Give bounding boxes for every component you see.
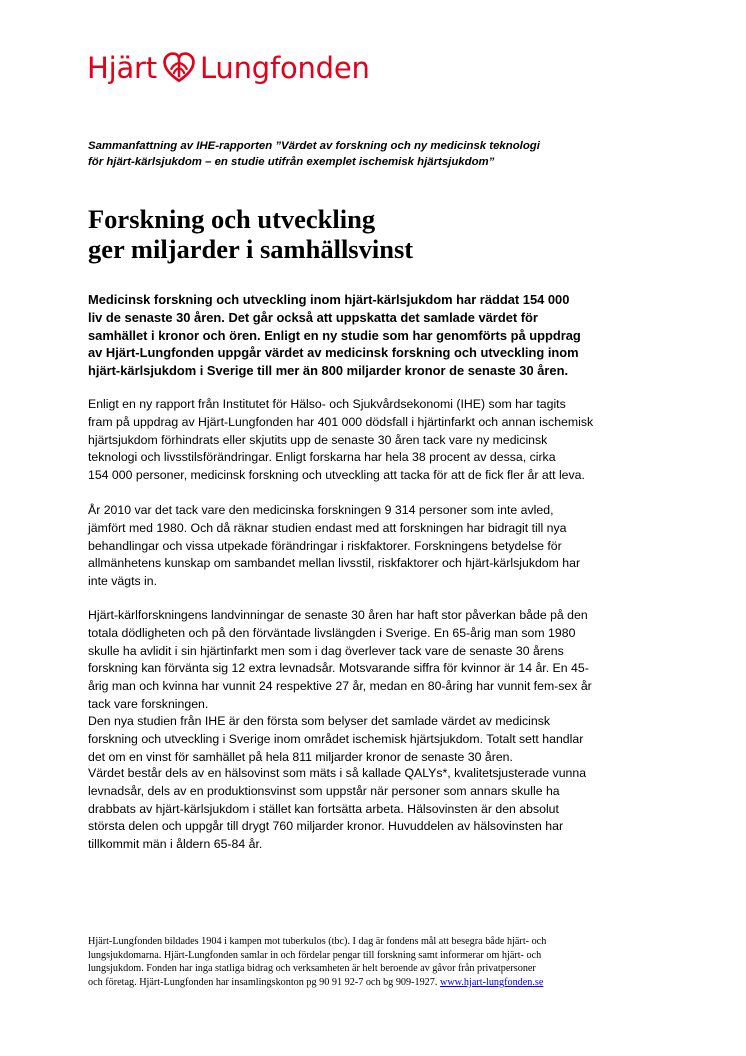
footer-line: lungsjukdom. Fonden har inga statliga bidrag och verksamheten är helt beroende av gåvor från privatpersoner [88, 963, 536, 975]
body-line: forskning och utveckling i Sverige inom området ischemisk hjärtsjukdom. Totalt sett handlar [88, 731, 584, 746]
footer-line: lungsjukdomarna. Hjärt-Lungfonden samlar in och fördelar pengar till forskning samt informerar om hjärt- och [88, 949, 542, 961]
body-paragraph-5 [88, 765, 688, 854]
body-paragraph-2 [88, 502, 688, 591]
body-line: fram på uppdrag av Hjärt-Lungfonden har 401 000 dödsfall i hjärtinfarkt och annan ischemisk [88, 414, 594, 429]
brand-name-left: Hjärt [87, 51, 157, 85]
lead-line: liv de senaste 30 åren. Det går också att uppskatta det samlade värdet för [88, 309, 538, 325]
subtitle-line: för hjärt-kärlsjukdom – en studie utifrån exemplet ischemisk hjärtsjukdom” [88, 156, 495, 168]
body-line: tillkommit män i åldern 65-84 år. [88, 837, 263, 852]
body-line: Hjärt-kärlforskningens landvinningar de senaste 30 åren har haft stor påverkan både på den [88, 608, 588, 622]
heart-lung-icon [162, 51, 196, 85]
body-line: tack vare forskningen. [88, 696, 209, 711]
headline [88, 204, 688, 264]
footer-line: Hjärt-Lungfonden bildades 1904 i kampen mot tuberkulos (tbc). I dag är fondens mål att besegra både hjärt- och [88, 936, 547, 947]
body-line: 154 000 personer, medicinsk forskning och utveckling att tacka för att de fick fler år att leva. [88, 468, 585, 483]
body-line: totala dödligheten och på den förväntade livslängden i Sverige. En 65-årig man som 1980 [88, 625, 576, 640]
body-line: skulle ha avlidit i sin hjärtinfarkt men som i dag överlever tack vare de senaste 30 årens [88, 643, 564, 658]
body-line: drabbats av hjärt-kärlsjukdom i stället kan fortsätta arbeta. Hälsovinsten är den absolut [88, 801, 559, 816]
body-line: det om en vinst för samhället på hela 811 miljarder kronor de senaste 30 åren. [88, 749, 513, 764]
body-paragraph-4 [88, 713, 688, 766]
body-line: År 2010 var det tack vare den medicinska forskningen 9 314 personer som inte avled, [88, 503, 554, 517]
footer-text [88, 935, 663, 989]
lead-line: av Hjärt-Lungfonden uppgår värdet av medicinsk forskning och utveckling inom [88, 345, 579, 361]
body-line: behandlingar och vissa utpekade förändringar i riskfaktorer. Forskningens betydelse för [88, 538, 562, 553]
body-paragraph-3 [88, 607, 688, 714]
body-line: hjärtsjukdom förhindrats eller skjutits upp de senaste 30 åren tack vare ny medicinsk [88, 432, 548, 447]
footer-line: och företag. Hjärt-Lungfonden har insamlingskonton pg 90 91 92-7 och bg 909-1927. [88, 976, 438, 988]
body-line: allmänhetens kunskap om sambandet mellan livsstil, riskfaktorer och hjärt-kärlsjukdom har [88, 556, 581, 571]
brand-logo [87, 48, 370, 88]
body-paragraph-1 [88, 396, 688, 485]
subtitle-line: Sammanfattning av IHE-rapporten ”Värdet av forskning och ny medicinsk teknologi [88, 140, 540, 152]
body-line: jämfört med 1980. Och då räknar studien endast med att forskningen har bidragit till nya [88, 520, 567, 535]
body-line: levnadsår, dels av en produktionsvinst som uppstår när personer som annars skulle ha [88, 783, 560, 798]
body-line: teknologi och livsstilsförändringar. Enligt forskarna har hela 38 procent av dessa, cirka [88, 450, 556, 465]
headline-line: Forskning och utveckling [88, 204, 376, 234]
body-line: forskning kan förvänta sig 12 extra levnadsår. Motsvarande siffra för kvinnor är 14 år. En 45- [88, 661, 589, 676]
lead-line: samhället i kronor och ören. Enligt en ny studie som har genomförts på uppdrag [88, 327, 581, 343]
report-subtitle [88, 138, 648, 170]
body-line: Den nya studien från IHE är den första som belyser det samlade värdet av medicinsk [88, 714, 551, 728]
website-link[interactable]: www.hjart-lungfonden.se [439, 976, 544, 988]
body-line: Enligt en ny rapport från Institutet för Hälso- och Sjukvårdsekonomi (IHE) som har tagits [88, 397, 566, 411]
lead-line: Medicinsk forskning och utveckling inom hjärt-kärlsjukdom har räddat 154 000 [88, 292, 570, 307]
footer-last-line [88, 976, 663, 990]
lead-paragraph [88, 291, 688, 380]
body-line: inte vägts in. [88, 574, 158, 589]
headline-line: ger miljarder i samhällsvinst [88, 234, 414, 264]
lead-line: hjärt-kärlsjukdom i Sverige till mer än 800 miljarder kronor de senaste 30 åren. [88, 363, 569, 379]
body-line: Värdet består dels av en hälsovinst som mäts i så kallade QALYs*, kvalitetsjusterade vunna [88, 766, 587, 780]
brand-name-right: Lungfonden [199, 51, 370, 85]
body-line: årig man och kvinna har vunnit 24 respektive 27 år, medan en 80-åring har vunnit fem-sex år [88, 679, 592, 694]
body-line: största delen och uppgår till drygt 760 miljarder kronor. Huvuddelen av hälsovinsten har [88, 819, 564, 834]
